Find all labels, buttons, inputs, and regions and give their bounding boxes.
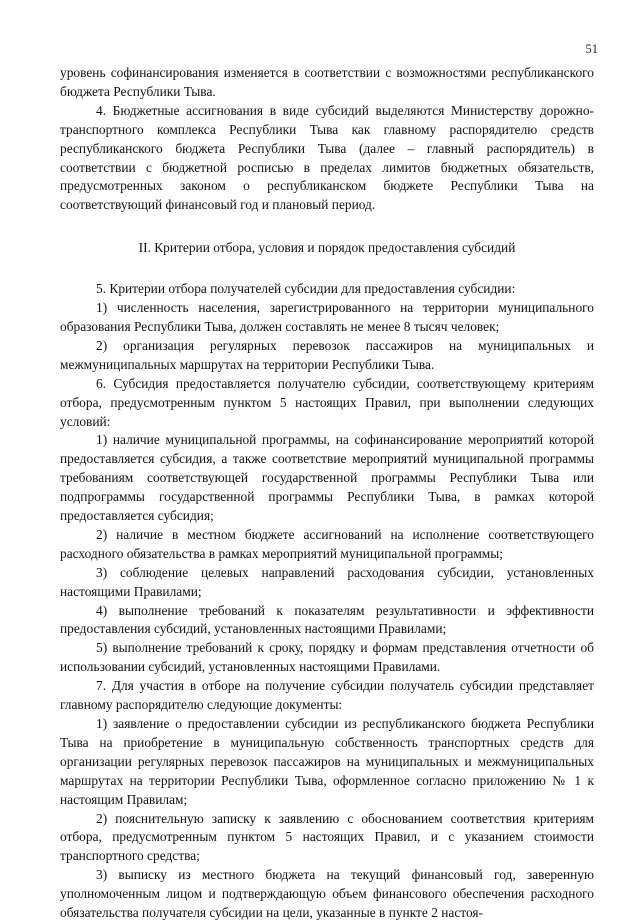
paragraph-continuation: уровень софинансирования изменяется в соответствии с возможностями республиканского бюджета Республики Тыва.: [60, 65, 594, 99]
paragraph-subitem: 4) выполнение требований к показателям результативности и эффективности предоставления субсидий, установленных настоящими Правилами;: [60, 602, 594, 637]
paragraph-item-7: 7. Для участия в отборе на получение субсидии получатель субсидии представляет главному распорядителю следующие документы:: [60, 678, 594, 713]
document-body: [60, 64, 594, 923]
paragraph-subitem: 2) пояснительную записку к заявлению с обоснованием соответствия критериям отбора, предусмотренным пунктом 5 настоящих Правил, и с указанием стоимости транспортного средства;: [60, 810, 594, 864]
paragraph-subitem: 1) заявление о предоставлении субсидии из республиканского бюджета Республики Тыва на приобретение в муниципальную собственность транспортных средств для организации регулярных перевозок пассажиров на муниципальных и межмуниципальных маршрутах на территории Республики Тыва, оформленное согласно приложению № 1 к настоящим Правилам;: [60, 716, 594, 807]
paragraph-subitem: 1) численность населения, зарегистрированного на территории муниципального образования Республики Тыва, должен составлять не менее 8 тысяч человек;: [60, 300, 594, 334]
paragraph-item-4: 4. Бюджетные ассигнования в виде субсидий выделяются Министерству дорожно-транспортного комплекса Республики Тыва как главному распорядителю средств республиканского бюджета Республики Тыва (далее – главный распорядитель) в соответствии с бюджетной росписью в пределах лимитов бюджетных обязательств, предусмотренных законом о республиканском бюджете Республики Тыва на соответствующий финансовый год и плановый период.: [60, 102, 594, 213]
paragraph-subitem: 5) выполнение требований к сроку, порядку и формам представления отчетности об использовании субсидий, установленных настоящими Правилами.: [60, 640, 594, 675]
paragraph-subitem: 3) соблюдение целевых направлений расходования субсидии, установленных настоящими Правилами;: [60, 564, 594, 599]
paragraph-subitem: 1) наличие муниципальной программы, на софинансирование мероприятий которой предоставляется субсидия, а также соответствие мероприятий муниципальной программы требованиям соответствующей государственной программы Республики Тыва или подпрограммы государственной программы Республики Тыва, в рамках которой предоставляется субсидия;: [60, 432, 594, 524]
page-number: 51: [585, 42, 598, 56]
paragraph-item-6: 6. Субсидия предоставляется получателю субсидии, соответствующему критериям отбора, предусмотренным пунктом 5 настоящих Правил, при выполнении следующих условий:: [60, 375, 594, 429]
paragraph-subitem: 3) выписку из местного бюджета на текущий финансовый год, заверенную уполномоченным лицом и подтверждающую объем финансового обеспечения расходного обязательства получателя субсидии на цели, указанные в пункте 2 настоя-: [60, 867, 594, 921]
paragraph-item-5: 5. Критерии отбора получателей субсидии для предоставления субсидии:: [96, 281, 516, 297]
paragraph-subitem: 2) наличие в местном бюджете ассигнований на исполнение соответствующего расходного обязательства в рамках мероприятий муниципальной программы;: [60, 526, 594, 561]
paragraph-subitem: 2) организация регулярных перевозок пассажиров на муниципальных и межмуниципальных маршрутах на территории Республики Тыва.: [60, 337, 594, 372]
section-heading: II. Критерии отбора, условия и порядок предоставления субсидий: [138, 240, 516, 256]
